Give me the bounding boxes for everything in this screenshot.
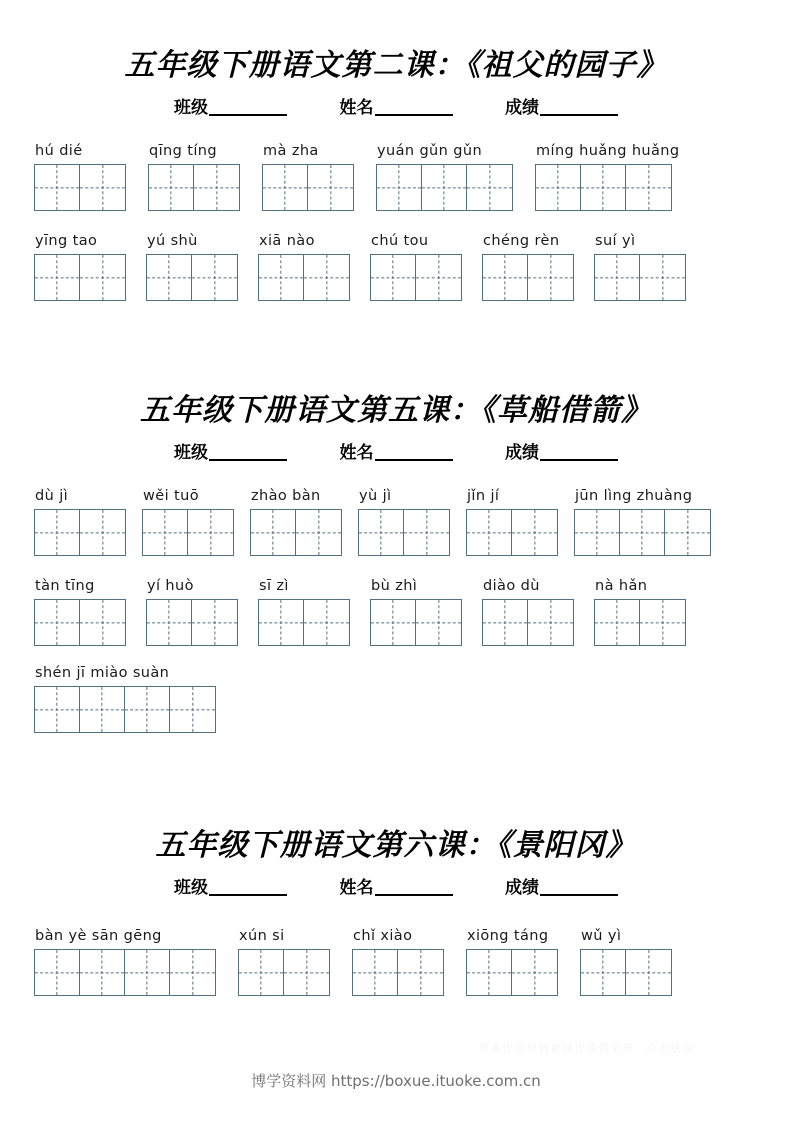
pinyin-text: xiōng táng [467,928,549,944]
tianzige-cell[interactable] [422,165,467,210]
pinyin-word-group [142,488,234,556]
name-blank[interactable] [375,442,453,461]
pinyin-word-group [352,928,444,996]
class-label: 班级 [174,878,208,897]
pinyin-word-group [34,488,126,556]
score-blank[interactable] [540,442,618,461]
tianzige-cell[interactable] [575,510,620,555]
tianzige-cell[interactable] [80,255,125,300]
pinyin-text: yuán gǔn gǔn [377,143,483,159]
pinyin-word-group [580,928,672,996]
tianzige-cell[interactable] [296,510,341,555]
tianzige-cell[interactable] [259,600,304,645]
tianzige-grid [34,254,126,301]
class-label: 班级 [174,98,208,117]
tianzige-grid [352,949,444,996]
tianzige-cell[interactable] [377,165,422,210]
tianzige-cell[interactable] [192,600,237,645]
pinyin-word-group [238,928,330,996]
tianzige-cell[interactable] [125,687,170,732]
tianzige-cell[interactable] [483,600,528,645]
tianzige-cell[interactable] [147,255,192,300]
pinyin-word-group [370,233,462,301]
score-label: 成绩 [505,98,539,117]
pinyin-text: yīng tao [35,233,98,249]
pinyin-text: hú dié [35,143,83,159]
score-label: 成绩 [505,443,539,462]
pinyin-word-group [482,578,574,646]
pinyin-word-group [370,578,462,646]
tianzige-cell[interactable] [35,687,80,732]
tianzige-cell[interactable] [353,950,398,995]
pinyin-text: chú tou [371,233,429,249]
tianzige-grid [370,599,462,646]
section-title: 五年级下册语文第五课：《草船借箭》 [140,394,652,427]
pinyin-text: tàn tīng [35,578,95,594]
pinyin-text: diào dù [483,578,540,594]
tianzige-grid [370,254,462,301]
tianzige-cell[interactable] [125,950,170,995]
name-field [340,873,453,898]
pinyin-word-group [34,233,126,301]
pinyin-word-group [148,143,240,211]
pinyin-text: bàn yè sān gēng [35,928,162,944]
pinyin-text: chéng rèn [483,233,560,249]
pinyin-text: nà hǎn [595,578,648,594]
pinyin-text: míng huǎng huǎng [536,143,680,159]
class-field [174,93,287,118]
section-title: 五年级下册语文第六课：《景阳冈》 [155,829,637,862]
tianzige-grid [34,509,126,556]
pinyin-word-group [146,233,238,301]
faint-watermark: 更多优质材料素材优质资全部：点击获取 [478,1043,694,1055]
tianzige-grid [148,164,240,211]
pinyin-text: xiā nào [259,233,315,249]
tianzige-cell[interactable] [80,600,125,645]
section-lesson-5 [0,385,792,463]
tianzige-grid [262,164,354,211]
pinyin-row [34,233,686,301]
tianzige-cell[interactable] [263,165,308,210]
score-blank[interactable] [540,877,618,896]
pinyin-row [34,665,216,733]
tianzige-cell[interactable] [147,600,192,645]
tianzige-grid [466,949,558,996]
tianzige-grid [594,254,686,301]
footer-site-name: 博学资料网 [251,1072,327,1090]
pinyin-text: shén jī miào suàn [35,665,170,681]
tianzige-cell[interactable] [626,165,671,210]
tianzige-cell[interactable] [304,255,349,300]
score-field [505,438,618,463]
pinyin-word-group [535,143,679,211]
pinyin-word-group [358,488,450,556]
pinyin-word-group [250,488,342,556]
pinyin-text: suí yì [595,233,636,249]
pinyin-row [34,143,679,211]
tianzige-grid [238,949,330,996]
name-blank[interactable] [375,877,453,896]
tianzige-grid [482,599,574,646]
tianzige-cell[interactable] [581,165,626,210]
pinyin-word-group [594,578,686,646]
pinyin-text: wěi tuō [143,488,199,504]
class-blank[interactable] [209,877,287,896]
tianzige-cell[interactable] [404,510,449,555]
pinyin-word-group [258,578,350,646]
tianzige-cell[interactable] [665,510,710,555]
name-blank[interactable] [375,97,453,116]
class-label: 班级 [174,443,208,462]
pinyin-word-group [258,233,350,301]
tianzige-grid [250,509,342,556]
pinyin-word-group [146,578,238,646]
class-field [174,438,287,463]
tianzige-cell[interactable] [304,600,349,645]
tianzige-cell[interactable] [626,950,671,995]
score-field [505,93,618,118]
tianzige-cell[interactable] [536,165,581,210]
tianzige-cell[interactable] [620,510,665,555]
tianzige-cell[interactable] [640,255,685,300]
pinyin-word-group [262,143,354,211]
tianzige-cell[interactable] [595,255,640,300]
tianzige-grid [142,509,234,556]
pinyin-word-group [376,143,513,211]
tianzige-cell[interactable] [359,510,404,555]
pinyin-text: jǐn jí [467,488,500,504]
section-lesson-2 [0,40,792,118]
pinyin-text: chǐ xiào [353,928,413,944]
pinyin-text: bù zhì [371,578,418,594]
tianzige-cell[interactable] [35,600,80,645]
tianzige-cell[interactable] [512,510,557,555]
tianzige-cell[interactable] [528,600,573,645]
section-title: 五年级下册语文第二课：《祖父的园子》 [124,49,668,82]
tianzige-cell[interactable] [512,950,557,995]
pinyin-word-group [34,143,126,211]
tianzige-grid [34,686,216,733]
pinyin-text: zhào bàn [251,488,321,504]
pinyin-text: mà zha [263,143,319,159]
tianzige-cell[interactable] [371,600,416,645]
pinyin-word-group [482,233,574,301]
pinyin-text: jūn lìng zhuàng [575,488,693,504]
pinyin-row [34,488,711,556]
tianzige-grid [376,164,513,211]
score-blank[interactable] [540,97,618,116]
tianzige-cell[interactable] [251,510,296,555]
tianzige-cell[interactable] [80,687,125,732]
tianzige-grid [574,509,711,556]
footer-credit [0,1070,792,1091]
pinyin-word-group [466,928,558,996]
tianzige-cell[interactable] [35,165,80,210]
tianzige-cell[interactable] [239,950,284,995]
tianzige-cell[interactable] [640,600,685,645]
tianzige-grid [358,509,450,556]
name-label: 姓名 [339,878,374,897]
pinyin-word-group [594,233,686,301]
pinyin-word-group [466,488,558,556]
section-lesson-6 [0,820,792,898]
tianzige-cell[interactable] [581,950,626,995]
tianzige-cell[interactable] [80,165,125,210]
tianzige-cell[interactable] [35,255,80,300]
student-info-line [0,93,792,118]
class-blank[interactable] [209,442,287,461]
tianzige-grid [535,164,672,211]
tianzige-cell[interactable] [192,255,237,300]
tianzige-grid [258,254,350,301]
tianzige-cell[interactable] [259,255,304,300]
class-field [174,873,287,898]
tianzige-cell[interactable] [483,255,528,300]
tianzige-grid [594,599,686,646]
pinyin-text: dù jì [35,488,69,504]
tianzige-grid [580,949,672,996]
tianzige-cell[interactable] [80,950,125,995]
tianzige-cell[interactable] [308,165,353,210]
footer-url[interactable]: https://boxue.ituoke.com.cn [330,1072,541,1090]
pinyin-text: yù jì [359,488,392,504]
pinyin-word-group [34,665,216,733]
name-field [340,93,453,118]
name-label: 姓名 [339,443,374,462]
tianzige-cell[interactable] [416,255,461,300]
pinyin-text: wǔ yì [581,928,622,944]
class-blank[interactable] [209,97,287,116]
tianzige-cell[interactable] [80,510,125,555]
score-field [505,873,618,898]
tianzige-cell[interactable] [284,950,329,995]
name-field [340,438,453,463]
tianzige-cell[interactable] [595,600,640,645]
tianzige-cell[interactable] [35,950,80,995]
tianzige-cell[interactable] [467,510,512,555]
pinyin-text: sī zì [259,578,289,594]
tianzige-cell[interactable] [149,165,194,210]
pinyin-text: xún si [239,928,285,944]
tianzige-cell[interactable] [416,600,461,645]
tianzige-cell[interactable] [528,255,573,300]
pinyin-row [34,928,672,996]
tianzige-cell[interactable] [467,950,512,995]
pinyin-word-group [574,488,711,556]
tianzige-grid [146,254,238,301]
name-label: 姓名 [339,98,374,117]
student-info-line [0,873,792,898]
pinyin-word-group [34,578,126,646]
tianzige-cell[interactable] [398,950,443,995]
tianzige-cell[interactable] [188,510,233,555]
tianzige-grid [482,254,574,301]
pinyin-text: yí huò [147,578,194,594]
tianzige-cell[interactable] [467,165,512,210]
pinyin-row [34,578,686,646]
score-label: 成绩 [505,878,539,897]
tianzige-grid [34,949,216,996]
tianzige-cell[interactable] [371,255,416,300]
tianzige-cell[interactable] [194,165,239,210]
tianzige-cell[interactable] [170,687,215,732]
tianzige-grid [34,599,126,646]
tianzige-cell[interactable] [143,510,188,555]
tianzige-grid [466,509,558,556]
pinyin-text: qīng tíng [149,143,217,159]
tianzige-cell[interactable] [170,950,215,995]
tianzige-grid [146,599,238,646]
student-info-line [0,438,792,463]
tianzige-grid [258,599,350,646]
pinyin-word-group [34,928,216,996]
tianzige-cell[interactable] [35,510,80,555]
tianzige-grid [34,164,126,211]
pinyin-text: yú shù [147,233,198,249]
